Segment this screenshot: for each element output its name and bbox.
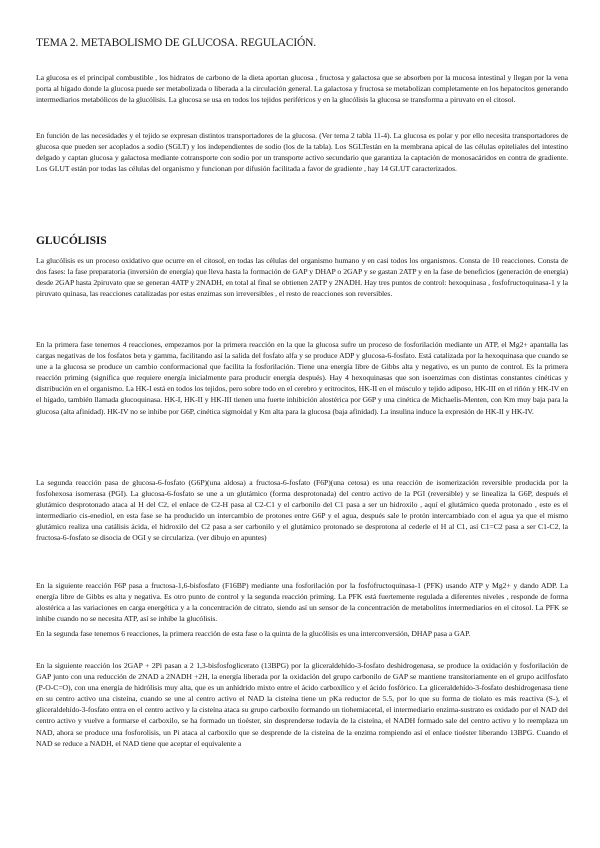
paragraph-hexoquinasa: En la primera fase tenemos 4 reacciones, empezamos por la primera reacción en la que la glucosa sufre un proceso de fosforilación mediante un ATP, el Mg2+ apantalla las cargas negativas de los fosfatos beta y gamma, facilitando así la salida del fosfato alfa y se produce ADP y glucosa-6-fosfato. Está catalizada por la hexoquinasa que cuando se une a la glucosa se produce un cambio conformacional que facilita la fosforilación. Tiene una energía libre de Gibbs alta y negativo, es un punto de control. Es la primera reacción priming (significa que requiere energía inicialmente para producir energía después). Hay 4 hexoquinasas que son isoenzimas con distintas constantes cinéticas y distribución en el organismo. La HK-I está en todos los tejidos, pero sobre todo en el cerebro y eritrocitos, HK-II en el músculo y tejido adiposo, HK-III en el riñón y HK-IV en el hígado, también llamada glucoquinasa. HK-I, HK-II y HK-III tienen una fuerte inhibición alostérica por G6P y una cinética de Michaelis-Menten, con Km muy baja para la glucosa (alta afinidad). HK-IV no se inhibe por G6P, cinética sigmoidal y Km alta para la glucosa (baja afinidad). La insulina induce la expresión de HK-II y HK-IV. — [36, 340, 568, 416]
paragraph-segunda-fase: En la segunda fase tenemos 6 reacciones, la primera reacción de esta fase o la quinta de la glucólisis es una interconversión, DHAP pasa a GAP. — [36, 629, 471, 638]
paragraph-glucolisis-overview: La glucólisis es un proceso oxidativo que ocurre en el citosol, en todas las células del organismo humano y en casi todos los organismos. Consta de 10 reacciones. Consta de dos fases: la fase preparatoria (inversión de energía) que lleva hasta la formación de GAP y DHAP o 2GAP y se gastan 2ATP y en la fase de beneficios (generación de energía) desde 2GAP hasta 2piruvato que se generan 4ATP y 2NADH, en total al final se obtienen 2ATP y 2NADH. Hay tres puntos de control: hexoquinasa , fosfofructoquinasa-1 y la piruvato quinasa, las reacciones catalizadas por estas enzimas son irreversibles , el resto de reacciones son reversibles. — [36, 256, 568, 299]
document-title: TEMA 2. METABOLISMO DE GLUCOSA. REGULACIÓN. — [36, 37, 316, 49]
paragraph-isomerizacion: La segunda reacción pasa de glucosa-6-fosfato (G6P)(una aldosa) a fructosa-6-fosfato (F6P)(una cetosa) es una reacción de isomerización reversible producida por la fosfohexosa isomerasa (PGI). La glucosa-6-fosfato se une a un glutámico (forma desprotonada) del centro activo de la PGI (reversible) y se linealiza la G6P, después el glutámico desprotonado ataca al H del C2, el enlace de C2-H pasa al C2-C1 y el carbonilo del C1 pasa a ser un hidroxilo , aquí el glutámico queda protonado , este es el intermediario cis-enediol, en esta fase se ha producido un intercambio de protones entre G6P y el agua, después sale le protón intercambiado con el agua ya que el mismo glutámico realiza una catálisis ácida, el hidroxilo del C2 pasa a ser carbonilo y el glutámico protonado se desprotona al cederle el H al C1, así C1=C2 pasa a ser C1-C2, la fructosa-6-fosfato se disocia de OGI y se circulariza. (ver dibujo en apuntes) — [36, 478, 568, 543]
paragraph-fosfofructoquinasa: En la siguiente reacción F6P pasa a fructosa-1,6-bisfosfato (F16BP) mediante una fosforilación por la fosfofructoquinasa-1 (PFK) usando ATP y Mg2+ y dando ADP. La energía libre de Gibbs es alta y negativa. Es otro punto de control y la segunda reacción priming. La PFK está fuertemente regulada a diferentes niveles , responde de forma alostérica a las variaciones en carga energética y a la concentración de citrato, siendo así un sensor de la concentración de metabolitos intermediarios en el citosol. La PFK se inhibe cuando no se necesita ATP, así se inhibe la glucólisis. — [36, 581, 568, 624]
intro-paragraph-glucose: La glucosa es el principal combustible , los hidratos de carbono de la dieta aportan glucosa , fructosa y galactosa que se absorben por la mucosa intestinal y llegan por la vena porta al hígado donde la glucosa puede ser metabolizada o liberada a la circulación general. La galactosa y fructosa se metabolizan completamente en los hepatocitos generando intermediarios metabólicos de la glucólisis. La glucosa se usa en todos los tejidos periféricos y en la glucólisis la glucosa se transforma a piruvato en el citosol. — [36, 73, 568, 105]
paragraph-gap-deshidrogenasa: En la siguiente reacción los 2GAP + 2Pi pasan a 2 1,3-bisfosfoglicerato (13BPG) por la gliceraldehído-3-fosfato deshidrogenasa, se produce la oxidación y fosforilación de GAP junto con una reducción de 2NAD a 2NADH +2H, la energía liberada por la oxidación del grupo carbonilo de GAP se mantiene transitoriamente en el grupo acilfosfato (P-O-C=O), con una energía de hidrólisis muy alta, que es un anhídrido mixto entre el ácido carboxílico y el ácido fosfórico. La gliceraldehído-3-fosfato deshidrogenasa tiene en su centro activo una cisteína, cuando se une al centro activo el NAD la cisteína tiene un pKa reductor de 5.5, por lo que su forma de tiolato es más reactiva (S-), el gliceraldehído-3-fosfato entra en el centro activo y la cisteína ataca su grupo carboxilo formando un tiohemiacetal, el intermediario enzima-sustrato es oxidado por el NAD del centro activo y vuelve a formarse el carboxilo, se ha formado un tioéster, sin desprenderse todavía de la cisteína, el NADH formado sale del centro activo y lo reemplaza un NAD, ahora se produce una fosforolisis, un Pi ataca al carboxilo que se desprende de la cisteína de la enzima rompiendo así el enlace tioéster liberando 13BPG. Cuando el NAD se reduce a NADH, el NAD tiene que aceptar el equivalente a — [36, 661, 568, 748]
intro-paragraph-transporters: En función de las necesidades y el tejido se expresan distintos transportadores de la glucosa. (Ver tema 2 tabla 11-4). La glucosa es polar y por ello necesita transportadores de glucosa que pueden ser acoplados a sodio (SGLT) y los independientes de sodio (los de la tabla). Los SGLTestán en la membrana apical de las células epiteliales del intestino delgado y captan glucosa y galactosa mediante cotransporte con sodio por un transporte activo secundario que garantiza la captación de monosacáridos en contra de gradiente. Los GLUT están por todas las células del organismo y funcionan por difusión facilitada a favor de gradiente , hay 14 GLUT caracterizados. — [36, 131, 568, 174]
section-heading-glucolisis: GLUCÓLISIS — [36, 235, 107, 247]
